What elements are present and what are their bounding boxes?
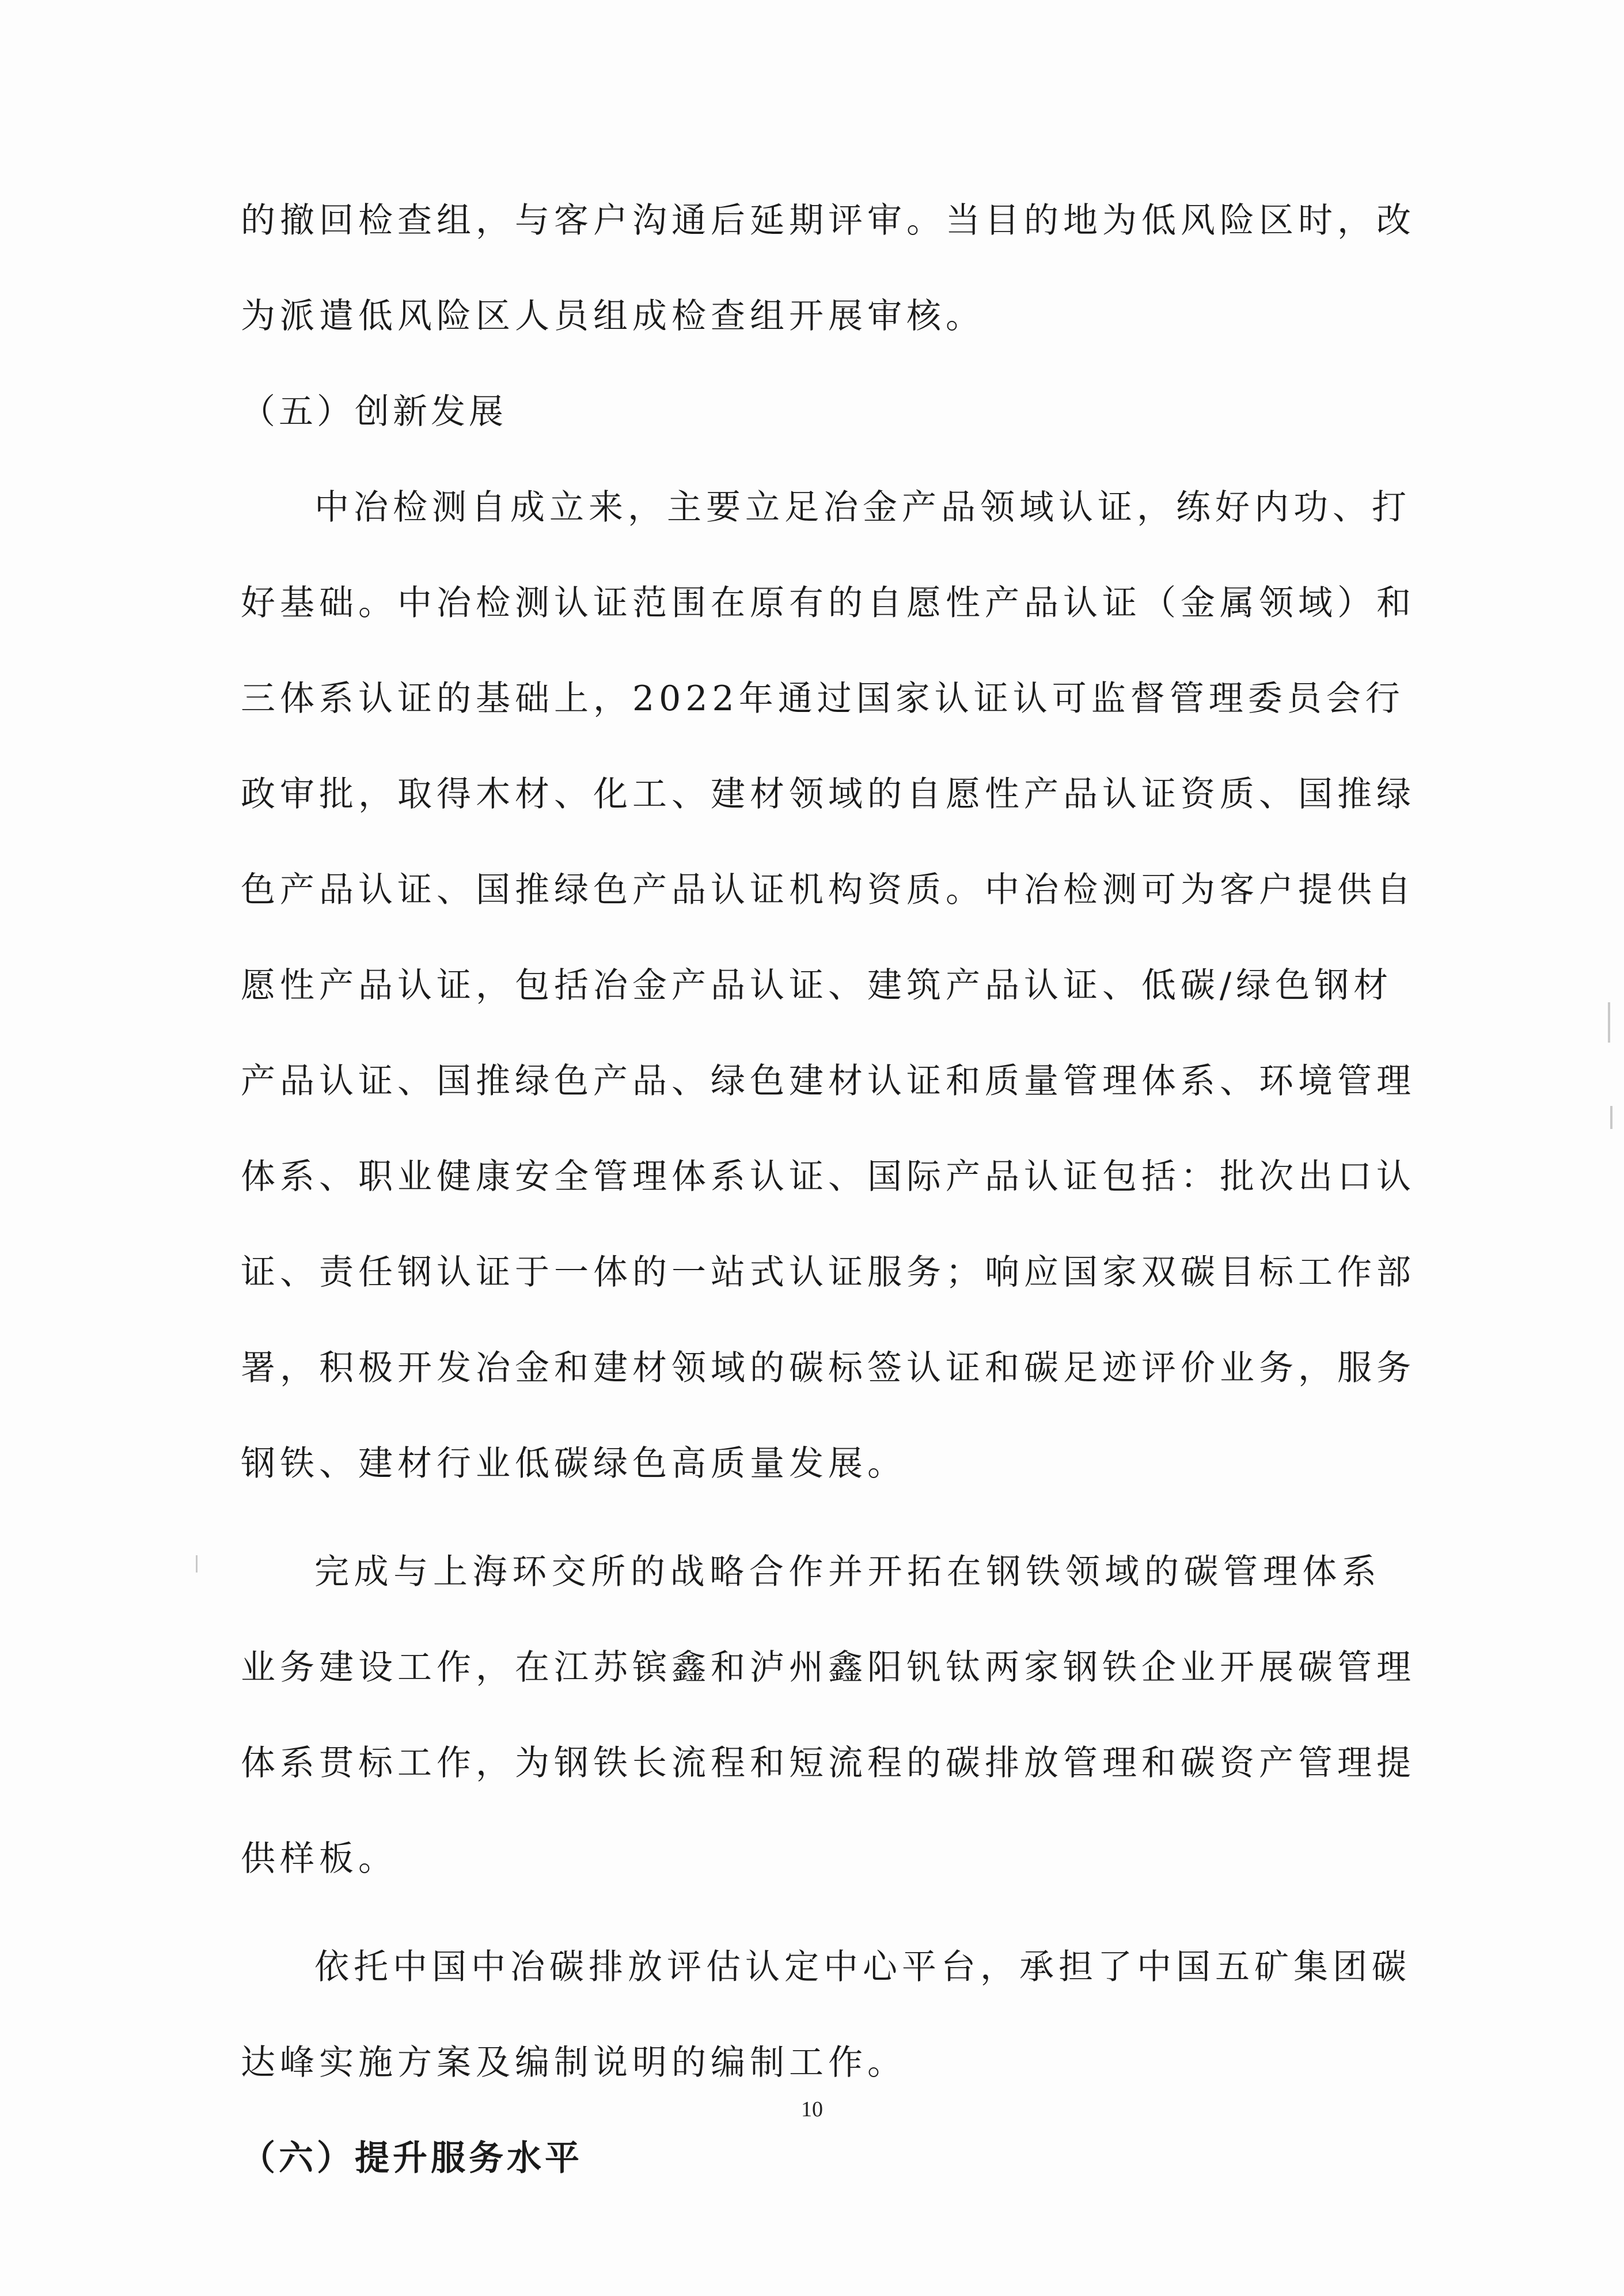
paragraph-line: 依托中国中冶碳排放评估认定中心平台，承担了中国五矿集团碳 (314, 1947, 1411, 1987)
paragraph-line: 中冶检测自成立来，主要立足冶金产品领域认证，练好内功、打 (314, 487, 1411, 528)
paragraph-line: 体系贯标工作，为钢铁长流程和短流程的碳排放管理和碳资产管理提 (241, 1743, 1416, 1783)
paragraph-gap (241, 1511, 1381, 1524)
paragraph-gap (241, 1907, 1381, 1919)
paragraph-line: 钢铁、建材行业低碳绿色高质量发展。 (241, 1443, 906, 1484)
paragraph-line: 为派遣低风险区人员组成检查组开展审核。 (241, 296, 985, 336)
scan-edge-mark (1610, 1106, 1612, 1129)
paragraph-line: 完成与上海环交所的战略合作并开拓在钢铁领域的碳管理体系 (314, 1552, 1381, 1592)
paragraph-line: 的撤回检查组，与客户沟通后延期评审。当目的地为低风险区时，改 (241, 200, 1416, 241)
paragraph-line: 达峰实施方案及编制说明的编制工作。 (241, 2043, 906, 2083)
paragraph-line: 色产品认证、国推绿色产品认证机构资质。中冶检测可为客户提供自 (241, 870, 1416, 910)
paragraph-line: 产品认证、国推绿色产品、绿色建材认证和质量管理体系、环境管理 (241, 1061, 1416, 1101)
scan-edge-mark (1608, 1002, 1610, 1043)
paragraph-line: 证、责任钢认证于一体的一站式认证服务；响应国家双碳目标工作部 (241, 1252, 1416, 1293)
paragraph-line: 供样板。 (241, 1839, 397, 1879)
page-number: 10 (801, 2097, 823, 2121)
paragraph-line: 政审批，取得木材、化工、建材领域的自愿性产品认证资质、国推绿 (241, 774, 1416, 814)
section-heading-service: （六）提升服务水平 (241, 2138, 583, 2178)
paragraph-line: 愿性产品认证，包括冶金产品认证、建筑产品认证、低碳/绿色钢材 (241, 965, 1393, 1006)
paragraph-line: 体系、职业健康安全管理体系认证、国际产品认证包括：批次出口认 (241, 1157, 1416, 1197)
paragraph-line: 好基础。中冶检测认证范围在原有的自愿性产品认证（金属领域）和 (241, 583, 1416, 623)
paragraph-line: 三体系认证的基础上，2022年通过国家认证认可监督管理委员会行 (241, 679, 1405, 719)
paragraph-line: 业务建设工作，在江苏镔鑫和泸州鑫阳钒钛两家钢铁企业开展碳管理 (241, 1647, 1416, 1688)
paragraph-line: 署，积极开发冶金和建材领域的碳标签认证和碳足迹评价业务，服务 (241, 1348, 1416, 1388)
section-heading-innovation: （五）创新发展 (241, 392, 507, 432)
scan-edge-mark (196, 1555, 198, 1573)
document-body (241, 173, 1416, 2206)
